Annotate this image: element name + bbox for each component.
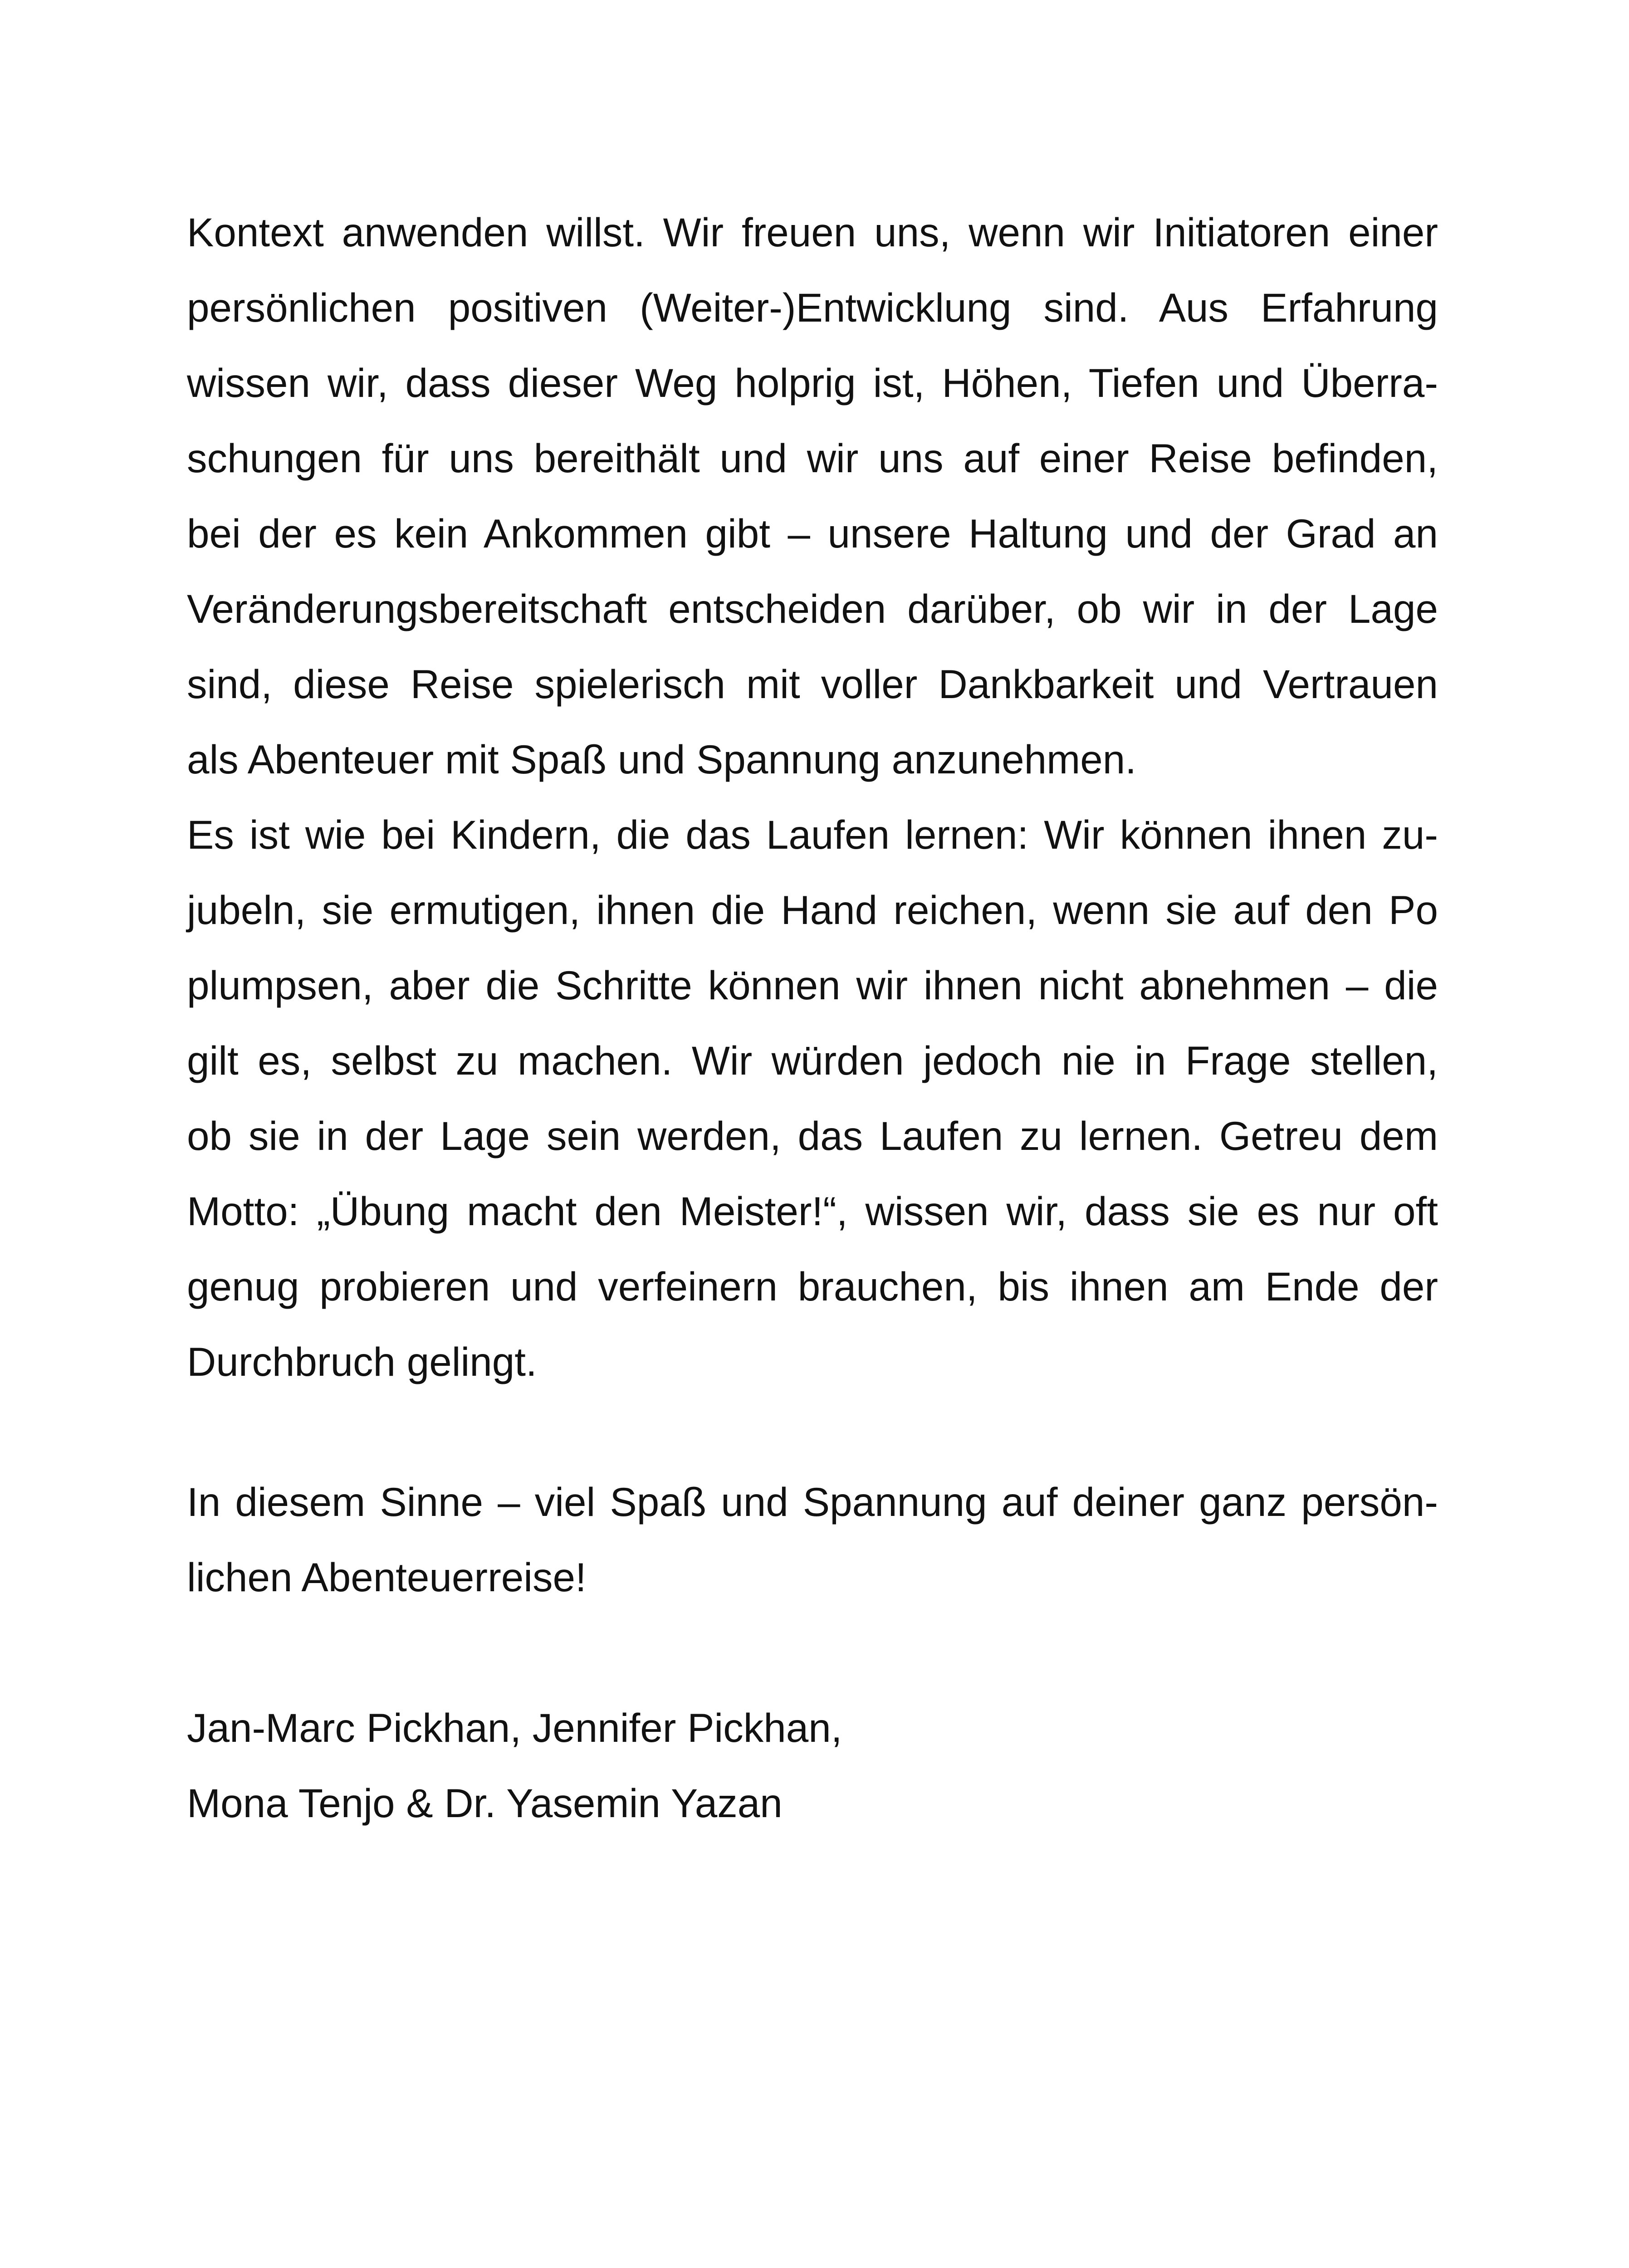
author-line: Mona Tenjo & Dr. Yasemin Yazan <box>187 1780 783 1826</box>
paragraph-line: Motto: „Übung macht den Meister!“, wissen wir, dass sie es nur oft <box>187 1188 1438 1234</box>
paragraph-line: gilt es, selbst zu machen. Wir würden jedoch nie in Frage stellen, <box>187 1038 1438 1083</box>
paragraph-line: wissen wir, dass dieser Weg holprig ist, Höhen, Tiefen und Überra- <box>187 360 1438 406</box>
paragraph-line: persönlichen positiven (Weiter-)Entwicklung sind. Aus Erfahrung <box>187 285 1438 330</box>
closing-text-block <box>187 1464 1438 1615</box>
paragraph-line: genug probieren und verfeinern brauchen, bis ihnen am Ende der <box>187 1264 1438 1309</box>
paragraph-line: Kontext anwenden willst. Wir freuen uns, wenn wir Initiatoren einer <box>187 210 1438 255</box>
closing-line: In diesem Sinne – viel Spaß und Spannung auf deiner ganz persön- <box>187 1479 1438 1525</box>
paragraph-line: bei der es kein Ankommen gibt – unsere Haltung und der Grad an <box>187 511 1438 556</box>
paragraph-line: als Abenteuer mit Spaß und Spannung anzunehmen. <box>187 737 1136 782</box>
paragraph-line: jubeln, sie ermutigen, ihnen die Hand reichen, wenn sie auf den Po <box>187 887 1438 933</box>
paragraph-line: plumpsen, aber die Schritte können wir ihnen nicht abnehmen – die <box>187 963 1438 1008</box>
paragraph-line: Veränderungsbereitschaft entscheiden darüber, ob wir in der Lage <box>187 586 1438 631</box>
main-text-block <box>187 195 1438 1399</box>
closing-line: lichen Abenteuerreise! <box>187 1554 587 1600</box>
paragraph-line: schungen für uns bereithält und wir uns auf einer Reise befinden, <box>187 435 1438 481</box>
author-signature <box>187 1690 1438 1841</box>
paragraph-line: Durchbruch gelingt. <box>187 1339 537 1384</box>
paragraph-line: ob sie in der Lage sein werden, das Laufen zu lernen. Getreu dem <box>187 1113 1438 1158</box>
paragraph-line: Es ist wie bei Kindern, die das Laufen lernen: Wir können ihnen zu- <box>187 812 1438 857</box>
paragraph-line: sind, diese Reise spielerisch mit voller Dankbarkeit und Vertrauen <box>187 661 1438 707</box>
author-line: Jan-Marc Pickhan, Jennifer Pickhan, <box>187 1705 842 1750</box>
